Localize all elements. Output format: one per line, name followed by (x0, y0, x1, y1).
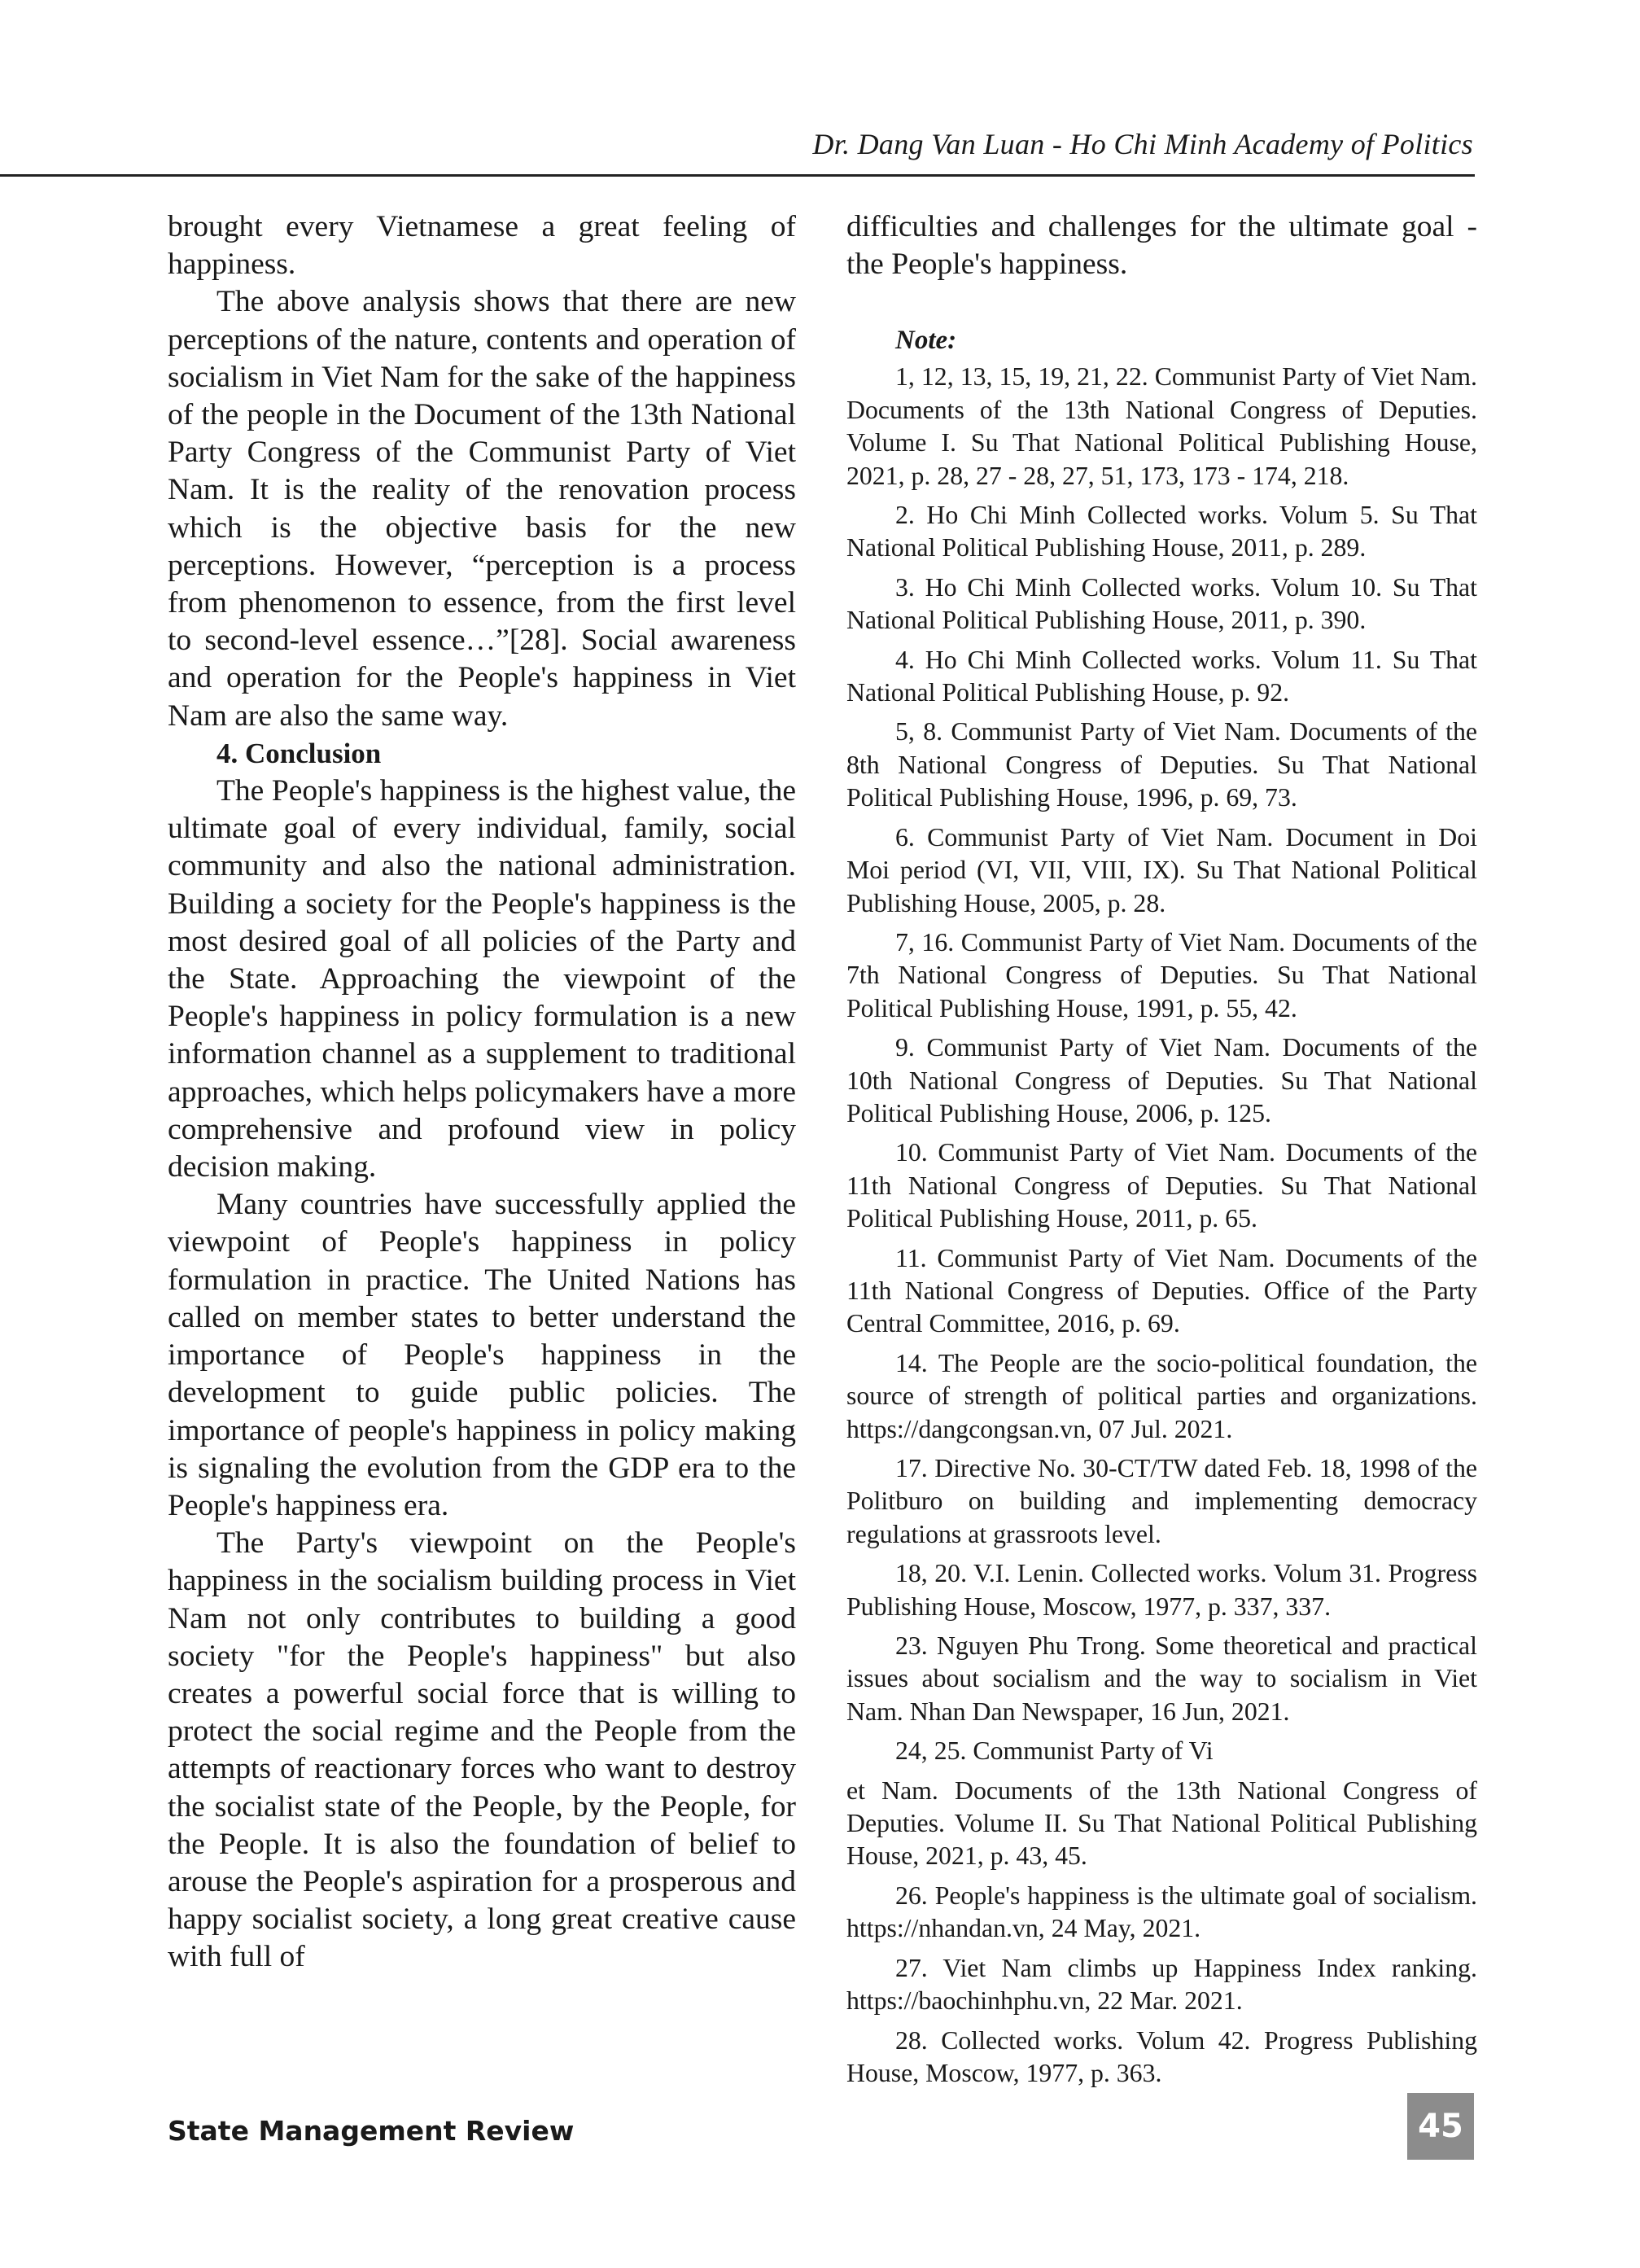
right-column (846, 208, 1477, 2096)
paragraph: difficulties and challenges for the ultimate goal - the People's happiness. (846, 210, 1477, 282)
reference-list (846, 361, 1477, 2090)
reference-item: 10. Communist Party of Viet Nam. Documents of the 11th National Congress of Deputies. Su That National Political Publishing House, 2011, p. 65. (846, 1138, 1477, 1233)
section-heading: 4. Conclusion (216, 737, 382, 769)
paragraph: The People's happiness is the highest value, the ultimate goal of every individual, family, social community and also the national administration. Building a society for the People's happiness is the most desired goal of all policies of the Party and the State. Approaching the viewpoint of the People's happiness in policy formulation is a new information channel as a supplement to traditional approaches, which helps policymakers have a more comprehensive and profound view in policy decision making. (168, 774, 796, 1184)
reference-item: 2. Ho Chi Minh Collected works. Volum 5. Su That National Political Publishing House, 2011, p. 289. (846, 501, 1477, 563)
reference-item: 14. The People are the socio-political foundation, the source of strength of political parties and organizations. https://dangcongsan.vn, 07 Jul. 2021. (846, 1348, 1477, 1443)
reference-item: 1, 12, 13, 15, 19, 21, 22. Communist Party of Viet Nam. Documents of the 13th National Congress of Deputies. Volume I. Su That National Political Publishing House, 2021, p. 28, 27 - 28, 27, 51, 173, 173 - 174, 218. (846, 362, 1477, 490)
reference-item: 24, 25. Communist Party of Vi (895, 1736, 1214, 1766)
reference-item: 11. Communist Party of Viet Nam. Documents of the 11th National Congress of Deputies. Office of the Party Central Committee, 2016, p. 69. (846, 1243, 1477, 1338)
reference-item: 3. Ho Chi Minh Collected works. Volum 10. Su That National Political Publishing House, 2011, p. 390. (846, 572, 1477, 635)
notes-title: Note: (895, 326, 957, 356)
reference-item: 28. Collected works. Volum 42. Progress Publishing House, Moscow, 1977, p. 363. (846, 2025, 1477, 2087)
reference-item: 26. People's happiness is the ultimate goal of socialism. https://nhandan.vn, 24 May, 2021. (846, 1881, 1477, 1943)
reference-item: 27. Viet Nam climbs up Happiness Index ranking. https://baochinhphu.vn, 22 Mar. 2021. (846, 1953, 1477, 2016)
paragraph: The Party's viewpoint on the People's happiness in the socialism building process in Viet Nam not only contributes to building a good society "for the People's happiness" but also creates a powerful social force that is willing to protect the social regime and the People from the attempts of reactionary forces who want to destroy the socialist state of the People, by the People, for the People. It is also the foundation of belief to arouse the People's aspiration for a prosperous and happy socialist society, a long great creative cause with full of (168, 1526, 796, 1974)
reference-item: 9. Communist Party of Viet Nam. Documents of the 10th National Congress of Deputies. Su That National Political Publishing House, 2006, p. 125. (846, 1033, 1477, 1127)
reference-item: et Nam. Documents of the 13th National Congress of Deputies. Volume II. Su That National Political Publishing House, 2021, p. 43, 45. (846, 1775, 1477, 1871)
page-number: 45 (1407, 2093, 1474, 2160)
left-column (168, 208, 796, 1977)
reference-item: 17. Directive No. 30-CT/TW dated Feb. 18, 1998 of the Politburo on building and implementing democracy regulations at grassroots level. (846, 1454, 1477, 1548)
journal-title: State Management Review (168, 2115, 575, 2147)
paragraph: Many countries have successfully applied the viewpoint of People's happiness in policy formulation in practice. The United Nations has called on member states to better understand the importance of People's happiness in the development to guide public policies. The importance of people's happiness in policy making is signaling the evolution from the GDP era to the People's happiness era. (168, 1188, 796, 1522)
reference-item: 7, 16. Communist Party of Viet Nam. Documents of the 7th National Congress of Deputies. Su That National Political Publishing House, 1991, p. 55, 42. (846, 927, 1477, 1022)
running-header: Dr. Dang Van Luan - Ho Chi Minh Academy of Politics (812, 128, 1473, 160)
paragraph: brought every Vietnamese a great feeling of happiness. (168, 210, 796, 282)
reference-item: 5, 8. Communist Party of Viet Nam. Documents of the 8th National Congress of Deputies. Su That National Political Publishing House, 1996, p. 69, 73. (846, 717, 1477, 812)
reference-item: 18, 20. V.I. Lenin. Collected works. Volum 31. Progress Publishing House, Moscow, 1977, p. 337, 337. (846, 1559, 1477, 1621)
reference-item: 6. Communist Party of Viet Nam. Document in Doi Moi period (VI, VII, VIII, IX). Su That National Political Publishing House, 2005, p. 28. (846, 822, 1477, 917)
reference-item: 4. Ho Chi Minh Collected works. Volum 11. Su That National Political Publishing House, p. 92. (846, 645, 1477, 707)
header-rule (0, 174, 1475, 177)
paragraph: The above analysis shows that there are new perceptions of the nature, contents and operation of socialism in Viet Nam for the sake of the happiness of the people in the Document of the 13th National Party Congress of the Communist Party of Viet Nam. It is the reality of the renovation process which is the objective basis for the new perceptions. However, “perception is a process from phenomenon to essence, from the first level to second-level essence…”[28]. Social awareness and operation for the People's happiness in Viet Nam are also the same way. (168, 285, 796, 733)
reference-item: 23. Nguyen Phu Trong. Some theoretical and practical issues about socialism and the way to socialism in Viet Nam. Nhan Dan Newspaper, 16 Jun, 2021. (846, 1631, 1477, 1726)
